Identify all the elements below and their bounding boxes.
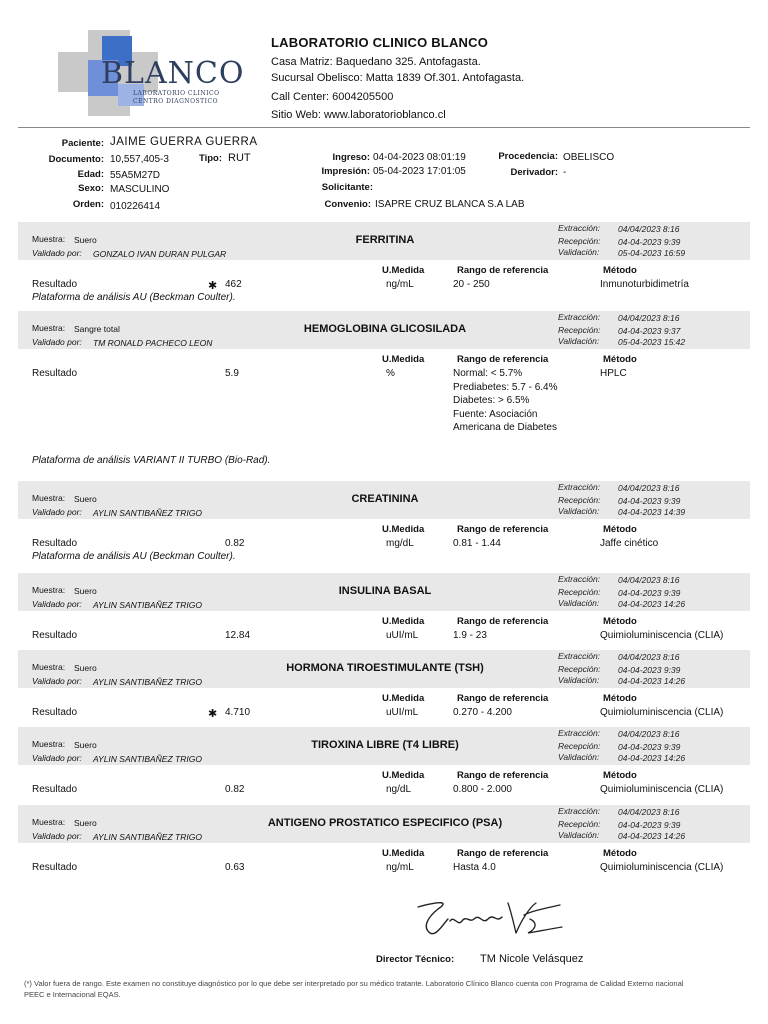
- signature-image: [410, 893, 570, 943]
- recepcion-value: 04-04-2023 9:39: [618, 820, 681, 830]
- test-title: ANTIGENO PROSTATICO ESPECIFICO (PSA): [267, 817, 503, 829]
- muestra-label: Muestra:: [32, 585, 66, 595]
- lab-address-branch: Sucursal Obelisco: Matta 1839 Of.301. Antofagasta.: [271, 72, 525, 84]
- reference-range-line: 0.270 - 4.200: [453, 707, 512, 718]
- recepcion-label: Recepción:: [558, 495, 601, 505]
- muestra-value: Suero: [74, 818, 97, 828]
- sexo-label: Sexo:: [78, 183, 104, 194]
- unit-value: ng/mL: [386, 279, 414, 290]
- lab-website: Sitio Web: www.laboratorioblanco.cl: [271, 109, 446, 121]
- recepcion-label: Recepción:: [558, 325, 601, 335]
- extraccion-value: 04/04/2023 8:16: [618, 224, 680, 234]
- reference-range-line: 0.800 - 2.000: [453, 784, 512, 795]
- unit-value: mg/dL: [386, 538, 414, 549]
- validado-label: Validado por:: [32, 599, 82, 609]
- test-title: INSULINA BASAL: [338, 585, 432, 597]
- rango-header: Rango de referencia: [457, 616, 549, 627]
- unit-value: uUI/mL: [386, 630, 419, 641]
- sexo-value: MASCULINO: [110, 184, 170, 195]
- edad-value: 55A5M27D: [110, 170, 161, 181]
- orden-label: Orden:: [72, 199, 104, 210]
- extraccion-value: 04/04/2023 8:16: [618, 729, 680, 739]
- test-title: HORMONA TIROESTIMULANTE (TSH): [286, 662, 484, 674]
- recepcion-label: Recepción:: [558, 236, 601, 246]
- recepcion-value: 04-04-2023 9:39: [618, 237, 681, 247]
- recepcion-label: Recepción:: [558, 664, 601, 674]
- muestra-value: Suero: [74, 586, 97, 596]
- analysis-platform-note: Plataforma de análisis AU (Beckman Coulter).: [32, 292, 236, 303]
- documento-label: Documento:: [48, 154, 104, 165]
- resultado-label: Resultado: [32, 630, 78, 641]
- rango-header: Rango de referencia: [457, 693, 549, 704]
- rango-header: Rango de referencia: [457, 354, 549, 365]
- muestra-label: Muestra:: [32, 234, 66, 244]
- rango-header: Rango de referencia: [457, 524, 549, 535]
- unit-value: %: [386, 368, 395, 379]
- method-value: Quimioluminiscencia (CLIA): [600, 707, 724, 718]
- muestra-value: Sangre total: [74, 324, 120, 334]
- analysis-platform-note: Plataforma de análisis VARIANT II TURBO (Bio-Rad).: [32, 455, 271, 466]
- resultado-value: 12.84: [225, 630, 251, 641]
- umedida-header: U.Medida: [382, 265, 425, 276]
- extraccion-label: Extracción:: [558, 482, 601, 492]
- procedencia-value: OBELISCO: [563, 152, 615, 163]
- validado-value: GONZALO IVAN DURAN PULGAR: [93, 249, 227, 259]
- reference-range-line: Hasta 4.0: [453, 862, 496, 873]
- umedida-header: U.Medida: [382, 524, 425, 535]
- method-value: Quimioluminiscencia (CLIA): [600, 784, 724, 795]
- test-title: CREATININA: [351, 493, 419, 505]
- resultado-value: 0.82: [225, 538, 245, 549]
- metodo-header: Método: [603, 770, 637, 781]
- metodo-header: Método: [603, 354, 637, 365]
- unit-value: uUI/mL: [386, 707, 419, 718]
- test-title: FERRITINA: [355, 234, 415, 246]
- validacion-label: Validación:: [558, 752, 600, 762]
- resultado-label: Resultado: [32, 368, 78, 379]
- muestra-value: Suero: [74, 663, 97, 673]
- method-value: Jaffe cinético: [600, 538, 659, 549]
- umedida-header: U.Medida: [382, 616, 425, 627]
- test-title: HEMOGLOBINA GLICOSILADA: [303, 323, 467, 335]
- extraccion-label: Extracción:: [558, 728, 601, 738]
- impresion-label: Impresión:: [321, 166, 370, 177]
- unit-value: ng/mL: [386, 862, 414, 873]
- metodo-header: Método: [603, 524, 637, 535]
- extraccion-value: 04/04/2023 8:16: [618, 652, 680, 662]
- validado-label: Validado por:: [32, 337, 82, 347]
- method-value: HPLC: [600, 368, 627, 379]
- validado-label: Validado por:: [32, 676, 82, 686]
- validado-value: AYLIN SANTIBAÑEZ TRIGO: [93, 832, 202, 842]
- muestra-label: Muestra:: [32, 493, 66, 503]
- validacion-label: Validación:: [558, 247, 600, 257]
- extraccion-value: 04/04/2023 8:16: [618, 483, 680, 493]
- logo-subtitle-1: LABORATORIO CLINICO: [133, 90, 220, 97]
- validacion-value: 05-04-2023 16:59: [618, 248, 686, 258]
- extraccion-value: 04/04/2023 8:16: [618, 807, 680, 817]
- edad-label: Edad:: [77, 169, 104, 180]
- validado-value: TM RONALD PACHECO LEON: [93, 338, 213, 348]
- muestra-label: Muestra:: [32, 739, 66, 749]
- paciente-label: Paciente:: [61, 138, 104, 149]
- recepcion-value: 04-04-2023 9:39: [618, 496, 681, 506]
- validado-value: AYLIN SANTIBAÑEZ TRIGO: [93, 508, 202, 518]
- extraccion-label: Extracción:: [558, 223, 601, 233]
- validacion-value: 04-04-2023 14:26: [618, 753, 686, 763]
- umedida-header: U.Medida: [382, 770, 425, 781]
- extraccion-value: 04/04/2023 8:16: [618, 313, 680, 323]
- rango-header: Rango de referencia: [457, 770, 549, 781]
- umedida-header: U.Medida: [382, 848, 425, 859]
- rango-header: Rango de referencia: [457, 265, 549, 276]
- procedencia-label: Procedencia:: [498, 151, 558, 162]
- muestra-label: Muestra:: [32, 662, 66, 672]
- validado-value: AYLIN SANTIBAÑEZ TRIGO: [93, 754, 202, 764]
- paciente-value: JAIME GUERRA GUERRA: [110, 136, 258, 148]
- resultado-value: 4.710: [225, 707, 251, 718]
- recepcion-value: 04-04-2023 9:39: [618, 588, 681, 598]
- director-tecnico-name: TM Nicole Velásquez: [480, 953, 584, 965]
- resultado-label: Resultado: [32, 784, 78, 795]
- resultado-value: 0.82: [225, 784, 245, 795]
- out-of-range-flag-icon: ✱: [208, 708, 218, 720]
- validacion-label: Validación:: [558, 675, 600, 685]
- extraccion-value: 04/04/2023 8:16: [618, 575, 680, 585]
- rango-header: Rango de referencia: [457, 848, 549, 859]
- reference-range-line: Prediabetes: 5.7 - 6.4%: [453, 381, 558, 393]
- resultado-value: 0.63: [225, 862, 245, 873]
- validacion-label: Validación:: [558, 506, 600, 516]
- extraccion-label: Extracción:: [558, 574, 601, 584]
- validacion-label: Validación:: [558, 830, 600, 840]
- resultado-label: Resultado: [32, 538, 78, 549]
- reference-range-line: 0.81 - 1.44: [453, 538, 501, 549]
- umedida-header: U.Medida: [382, 693, 425, 704]
- validacion-value: 04-04-2023 14:39: [618, 507, 686, 517]
- muestra-value: Suero: [74, 235, 97, 245]
- extraccion-label: Extracción:: [558, 312, 601, 322]
- validacion-value: 04-04-2023 14:26: [618, 831, 686, 841]
- recepcion-label: Recepción:: [558, 819, 601, 829]
- validado-label: Validado por:: [32, 831, 82, 841]
- validacion-label: Validación:: [558, 336, 600, 346]
- out-of-range-flag-icon: ✱: [208, 280, 218, 292]
- validado-value: AYLIN SANTIBAÑEZ TRIGO: [93, 600, 202, 610]
- resultado-value: 5.9: [225, 368, 239, 379]
- orden-value: 010226414: [110, 201, 161, 212]
- validado-value: AYLIN SANTIBAÑEZ TRIGO: [93, 677, 202, 687]
- resultado-label: Resultado: [32, 707, 78, 718]
- derivador-value: -: [563, 167, 567, 178]
- validacion-value: 04-04-2023 14:26: [618, 676, 686, 686]
- method-value: Inmunoturbidimetría: [600, 279, 689, 290]
- lab-name: LABORATORIO CLINICO BLANCO: [271, 35, 489, 50]
- validacion-value: 04-04-2023 14:26: [618, 599, 686, 609]
- ingreso-label: Ingreso:: [332, 152, 370, 163]
- resultado-label: Resultado: [32, 279, 78, 290]
- recepcion-label: Recepción:: [558, 741, 601, 751]
- validacion-label: Validación:: [558, 598, 600, 608]
- resultado-label: Resultado: [32, 862, 78, 873]
- umedida-header: U.Medida: [382, 354, 425, 365]
- reference-range-line: Normal: < 5.7%: [453, 368, 523, 379]
- logo-wordmark: BLANCO: [101, 56, 245, 91]
- ingreso-value: 04-04-2023 08:01:19: [373, 152, 466, 163]
- extraccion-label: Extracción:: [558, 651, 601, 661]
- director-tecnico-label: Director Técnico:: [376, 954, 455, 965]
- analysis-platform-note: Plataforma de análisis AU (Beckman Coulter).: [32, 551, 236, 562]
- validado-label: Validado por:: [32, 753, 82, 763]
- convenio-value: ISAPRE CRUZ BLANCA S.A LAB: [375, 199, 525, 210]
- derivador-label: Derivador:: [510, 167, 558, 178]
- validacion-value: 05-04-2023 15:42: [618, 337, 686, 347]
- footer-disclaimer: (*) Valor fuera de rango. Este examen no constituye diagnóstico por lo que debe ser interpretado por su médico tratante. Laboratorio Clínico Blanco cuenta con Programa de Calidad Externo nacional PEEC e Internacional EQAS.: [24, 979, 684, 999]
- solicitante-label: Solicitante:: [321, 182, 373, 193]
- reference-range-line: Diabetes: > 6.5%: [453, 395, 530, 406]
- muestra-value: Suero: [74, 740, 97, 750]
- metodo-header: Método: [603, 265, 637, 276]
- impresion-value: 05-04-2023 17:01:05: [373, 166, 466, 177]
- reference-range-line: 1.9 - 23: [453, 630, 487, 641]
- unit-value: ng/dL: [386, 784, 412, 795]
- header-divider: [18, 127, 750, 128]
- muestra-label: Muestra:: [32, 817, 66, 827]
- recepcion-value: 04-04-2023 9:39: [618, 665, 681, 675]
- recepcion-value: 04-04-2023 9:39: [618, 742, 681, 752]
- recepcion-value: 04-04-2023 9:37: [618, 326, 681, 336]
- logo-subtitle-2: CENTRO DIAGNOSTICO: [133, 98, 219, 105]
- extraccion-label: Extracción:: [558, 806, 601, 816]
- validado-label: Validado por:: [32, 507, 82, 517]
- reference-range-line: 20 - 250: [453, 279, 490, 290]
- tipo-value: RUT: [228, 152, 251, 164]
- reference-range-line: Fuente: Asociación: [453, 408, 538, 420]
- convenio-label: Convenio:: [324, 199, 371, 210]
- method-value: Quimioluminiscencia (CLIA): [600, 862, 724, 873]
- test-title: TIROXINA LIBRE (T4 LIBRE): [311, 739, 459, 751]
- validado-label: Validado por:: [32, 248, 82, 258]
- method-value: Quimioluminiscencia (CLIA): [600, 630, 724, 641]
- lab-call-center: Call Center: 6004205500: [271, 91, 394, 103]
- recepcion-label: Recepción:: [558, 587, 601, 597]
- metodo-header: Método: [603, 616, 637, 627]
- documento-value: 10,557,405-3: [110, 154, 169, 165]
- muestra-value: Suero: [74, 494, 97, 504]
- tipo-label: Tipo:: [198, 153, 222, 164]
- metodo-header: Método: [603, 848, 637, 859]
- reference-range-line: Americana de Diabetes: [453, 422, 557, 433]
- metodo-header: Método: [603, 693, 637, 704]
- muestra-label: Muestra:: [32, 323, 66, 333]
- lab-address-main: Casa Matriz: Baquedano 325. Antofagasta.: [271, 56, 481, 68]
- resultado-value: 462: [225, 279, 242, 290]
